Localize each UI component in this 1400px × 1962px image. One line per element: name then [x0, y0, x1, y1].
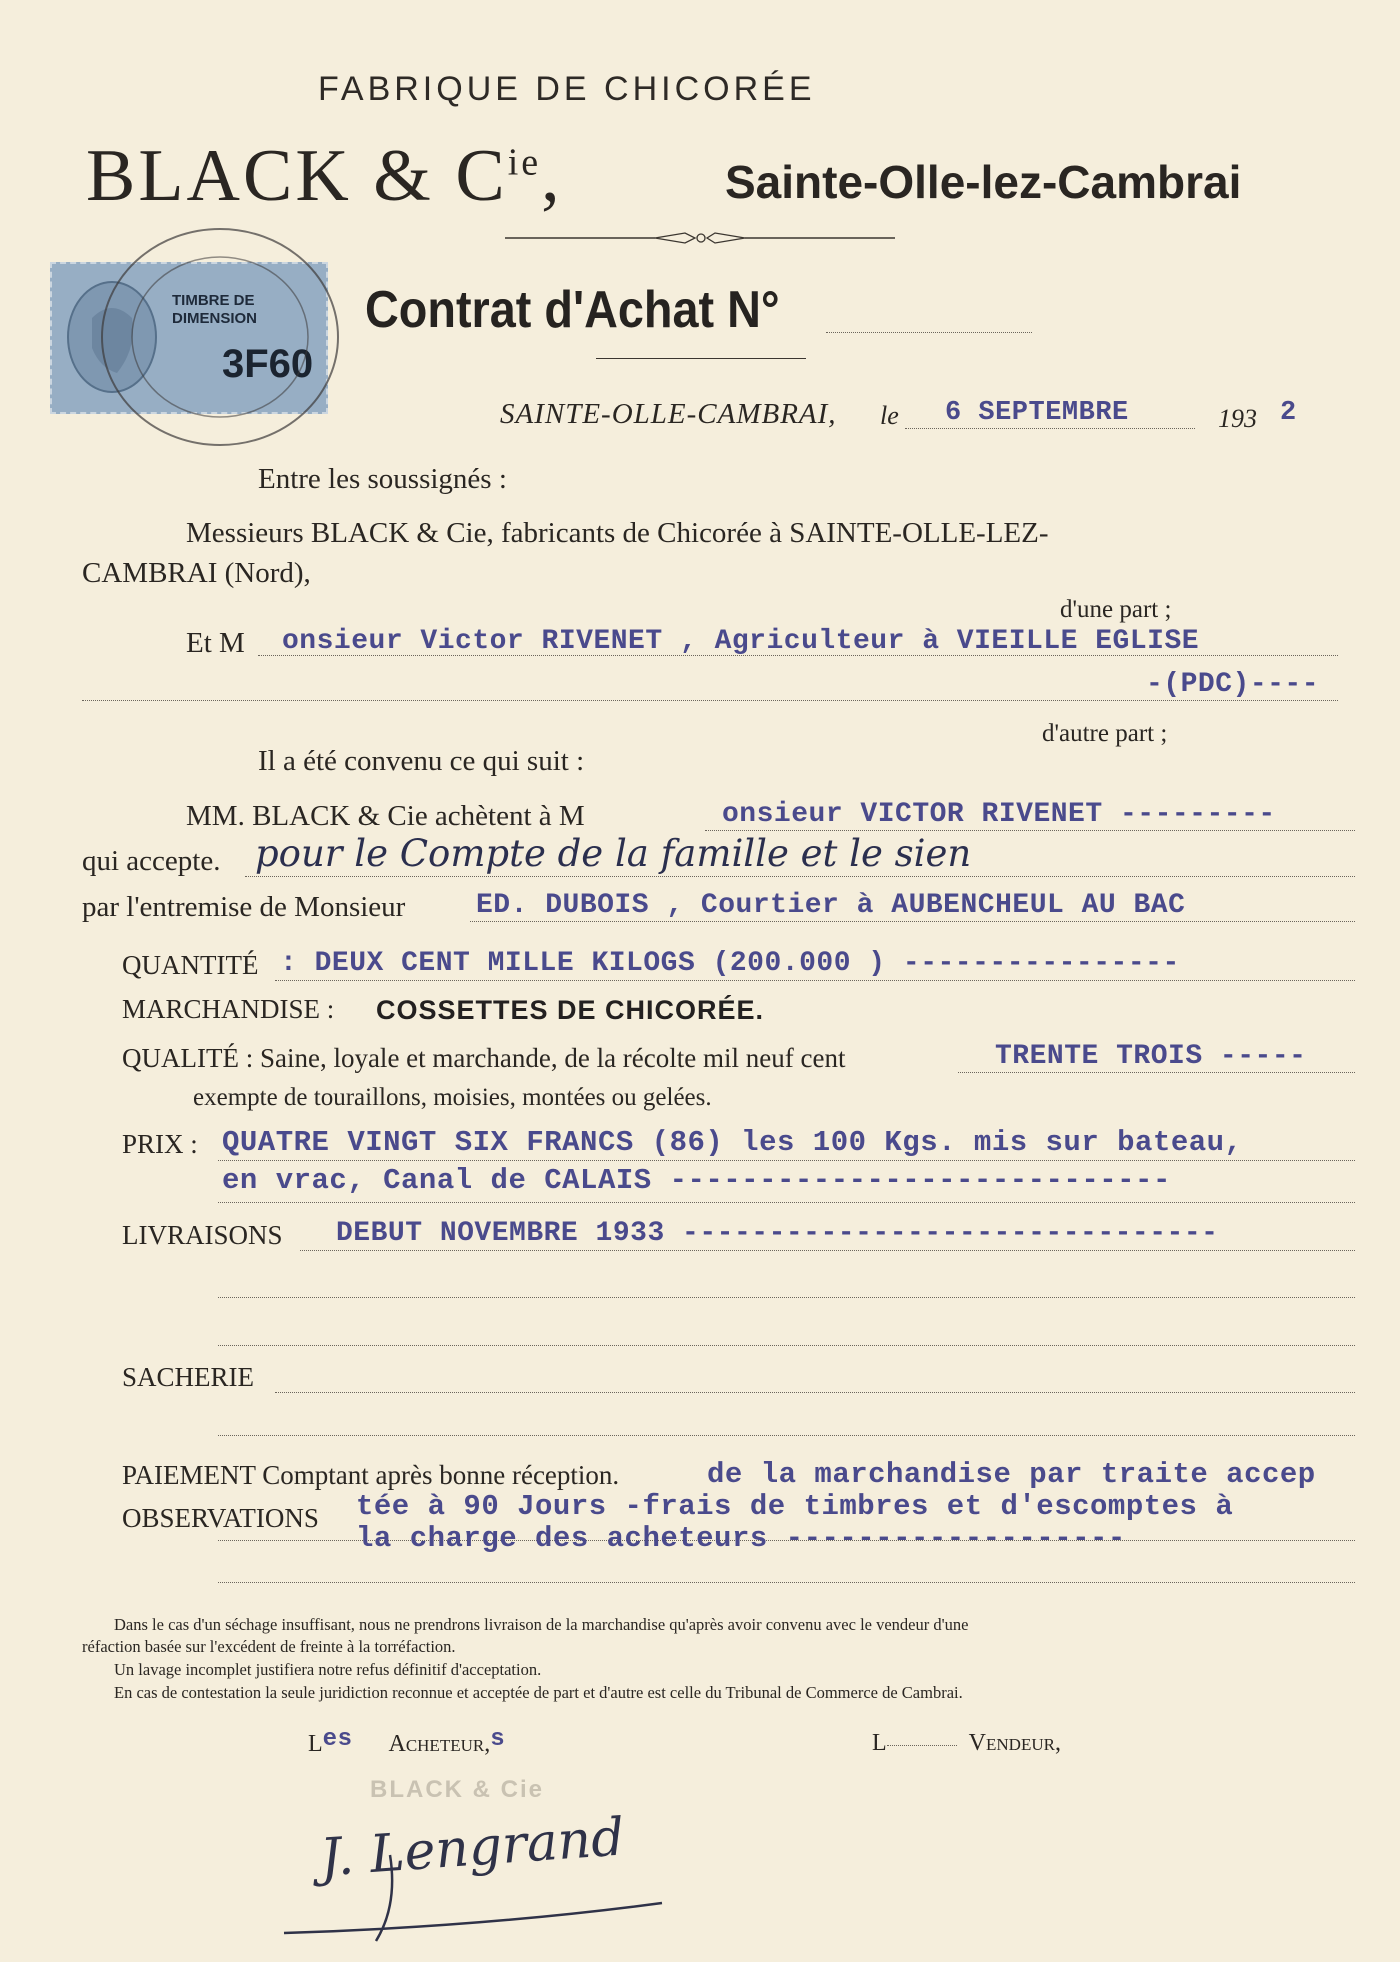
quantite-field — [275, 980, 1355, 981]
company-name — [86, 134, 563, 219]
quantite-value: : DEUX CENT MILLE KILOGS (200.000 ) ---------------- — [280, 948, 1180, 979]
seller-sign-field — [887, 1745, 957, 1746]
stamp-value: 3F60 — [222, 342, 314, 386]
observations-label: OBSERVATIONS — [122, 1503, 319, 1533]
title-rule — [596, 358, 806, 359]
date-value: 6 SEPTEMBRE — [945, 398, 1129, 428]
buyers-label: Acheteur, — [388, 1731, 491, 1757]
footer-note-1: Dans le cas d'un séchage insuffisant, nous ne prendrons livraison de la marchandise qu'après avoir convenu avec le vendeur d'une — [114, 1615, 969, 1634]
quantite-label: QUANTITÉ — [122, 950, 259, 980]
sacherie-field — [275, 1392, 1355, 1393]
stamp-line2: DIMENSION — [172, 310, 258, 327]
livraisons-field — [300, 1250, 1355, 1251]
company-name-text: BLACK & C — [86, 135, 508, 217]
prix-field-2 — [218, 1202, 1355, 1203]
buyers-es: es — [322, 1726, 353, 1753]
qualite-line2: exempte de touraillons, moisies, montées ou gelées. — [193, 1084, 712, 1111]
marchandise-value: COSSETTES DE CHICORÉE. — [376, 995, 765, 1025]
footer-note-2: Un lavage incomplet justifiera notre refus définitif d'acceptation. — [114, 1660, 542, 1679]
company-sup: ie — [507, 141, 542, 184]
paiement-label: PAIEMENT Comptant après bonne réception. — [122, 1460, 620, 1490]
accepte-field — [245, 876, 1355, 877]
qualite-value: TRENTE TROIS ----- — [995, 1041, 1307, 1072]
accepte-handwriting: pour le Compte de la famille et le sien — [255, 832, 972, 875]
entremise-field — [470, 921, 1355, 922]
autre-part: d'autre part ; — [1042, 720, 1168, 747]
entremise-label: par l'entremise de Monsieur — [82, 891, 406, 923]
seller-l: L — [872, 1730, 887, 1756]
date-field — [905, 428, 1195, 429]
blank-line-3 — [218, 1435, 1355, 1436]
contract-number-field — [826, 332, 1032, 333]
achetent-label: MM. BLACK & Cie achètent à M — [186, 800, 585, 832]
observations-value-2: la charge des acheteurs ------------------- — [356, 1522, 1126, 1555]
seller-value-2: -(PDC)---- — [1146, 669, 1320, 700]
date-year-prefix: 193 — [1218, 404, 1257, 433]
company-comma: , — [541, 135, 563, 217]
seller-label: Et M — [186, 627, 245, 659]
accepte-label: qui accepte. — [82, 845, 221, 877]
buyers-l: L — [308, 1731, 323, 1757]
blank-line-4 — [218, 1582, 1355, 1583]
marchandise-label: MARCHANDISE : — [122, 994, 335, 1024]
date-place: SAINTE-OLLE-CAMBRAI, — [500, 398, 837, 430]
stamp-line1: TIMBRE DE — [172, 292, 255, 309]
date-le: le — [880, 401, 899, 430]
postmark-icon — [95, 222, 345, 452]
footer-note-3: En cas de contestation la seule juridiction reconnue et acceptée de part et d'autre est celle du Tribunal de Commerce de Cambrai. — [114, 1683, 963, 1702]
parties-intro: Entre les soussignés : — [258, 463, 507, 495]
faint-company-stamp: BLACK & Cie — [370, 1776, 545, 1803]
footer-note-1b: réfaction basée sur l'excédent de freinte à la torréfaction. — [82, 1637, 456, 1656]
prix-value-2: en vrac, Canal de CALAIS ---------------------------- — [222, 1164, 1171, 1197]
paiement-value: de la marchandise par traite accep — [707, 1458, 1316, 1491]
observations-value-1: tée à 90 Jours -frais de timbres et d'escomptes à — [356, 1490, 1234, 1523]
livraisons-label: LIVRAISONS — [122, 1220, 283, 1250]
seller-value: onsieur Victor RIVENET , Agriculteur à VIEILLE EGLISE — [282, 626, 1200, 657]
contract-title: Contrat d'Achat N° — [365, 281, 780, 339]
company-location: Sainte-Olle-lez-Cambrai — [725, 156, 1242, 208]
convenu-text: Il a été convenu ce qui suit : — [258, 745, 585, 777]
buyer-line2: CAMBRAI (Nord), — [82, 557, 311, 589]
sacherie-label: SACHERIE — [122, 1362, 255, 1392]
seller-label: Vendeur, — [968, 1730, 1061, 1756]
buyers-signature-label — [308, 1726, 505, 1758]
prix-field — [218, 1160, 1355, 1161]
achetent-field — [705, 830, 1355, 831]
prix-label: PRIX : — [122, 1129, 198, 1159]
blank-line-2 — [218, 1345, 1355, 1346]
buyers-s: s — [490, 1726, 506, 1753]
blank-line-1 — [218, 1297, 1355, 1298]
livraisons-value: DEBUT NOVEMBRE 1933 ------------------------------- — [336, 1218, 1219, 1249]
une-part: d'une part ; — [1060, 596, 1172, 623]
header-ornament — [505, 228, 895, 248]
achetent-value: onsieur VICTOR RIVENET --------- — [722, 799, 1276, 830]
kicker-title: FABRIQUE DE CHICORÉE — [318, 70, 816, 108]
entremise-value: ED. DUBOIS , Courtier à AUBENCHEUL AU BAC — [476, 890, 1186, 921]
buyer-line1: Messieurs BLACK & Cie, fabricants de Chicorée à SAINTE-OLLE-LEZ- — [186, 517, 1049, 549]
seller-field-2 — [82, 700, 1338, 701]
seller-signature-label — [872, 1730, 1061, 1757]
qualite-label: QUALITÉ : Saine, loyale et marchande, de la récolte mil neuf cent — [122, 1043, 846, 1073]
signature-underline — [280, 1835, 680, 1945]
prix-value-1: QUATRE VINGT SIX FRANCS (86) les 100 Kgs. mis sur bateau, — [222, 1126, 1243, 1159]
date-year-suffix: 2 — [1280, 398, 1297, 428]
qualite-field — [958, 1072, 1355, 1073]
buyer-signature: J. Lengrand — [318, 1807, 627, 1889]
